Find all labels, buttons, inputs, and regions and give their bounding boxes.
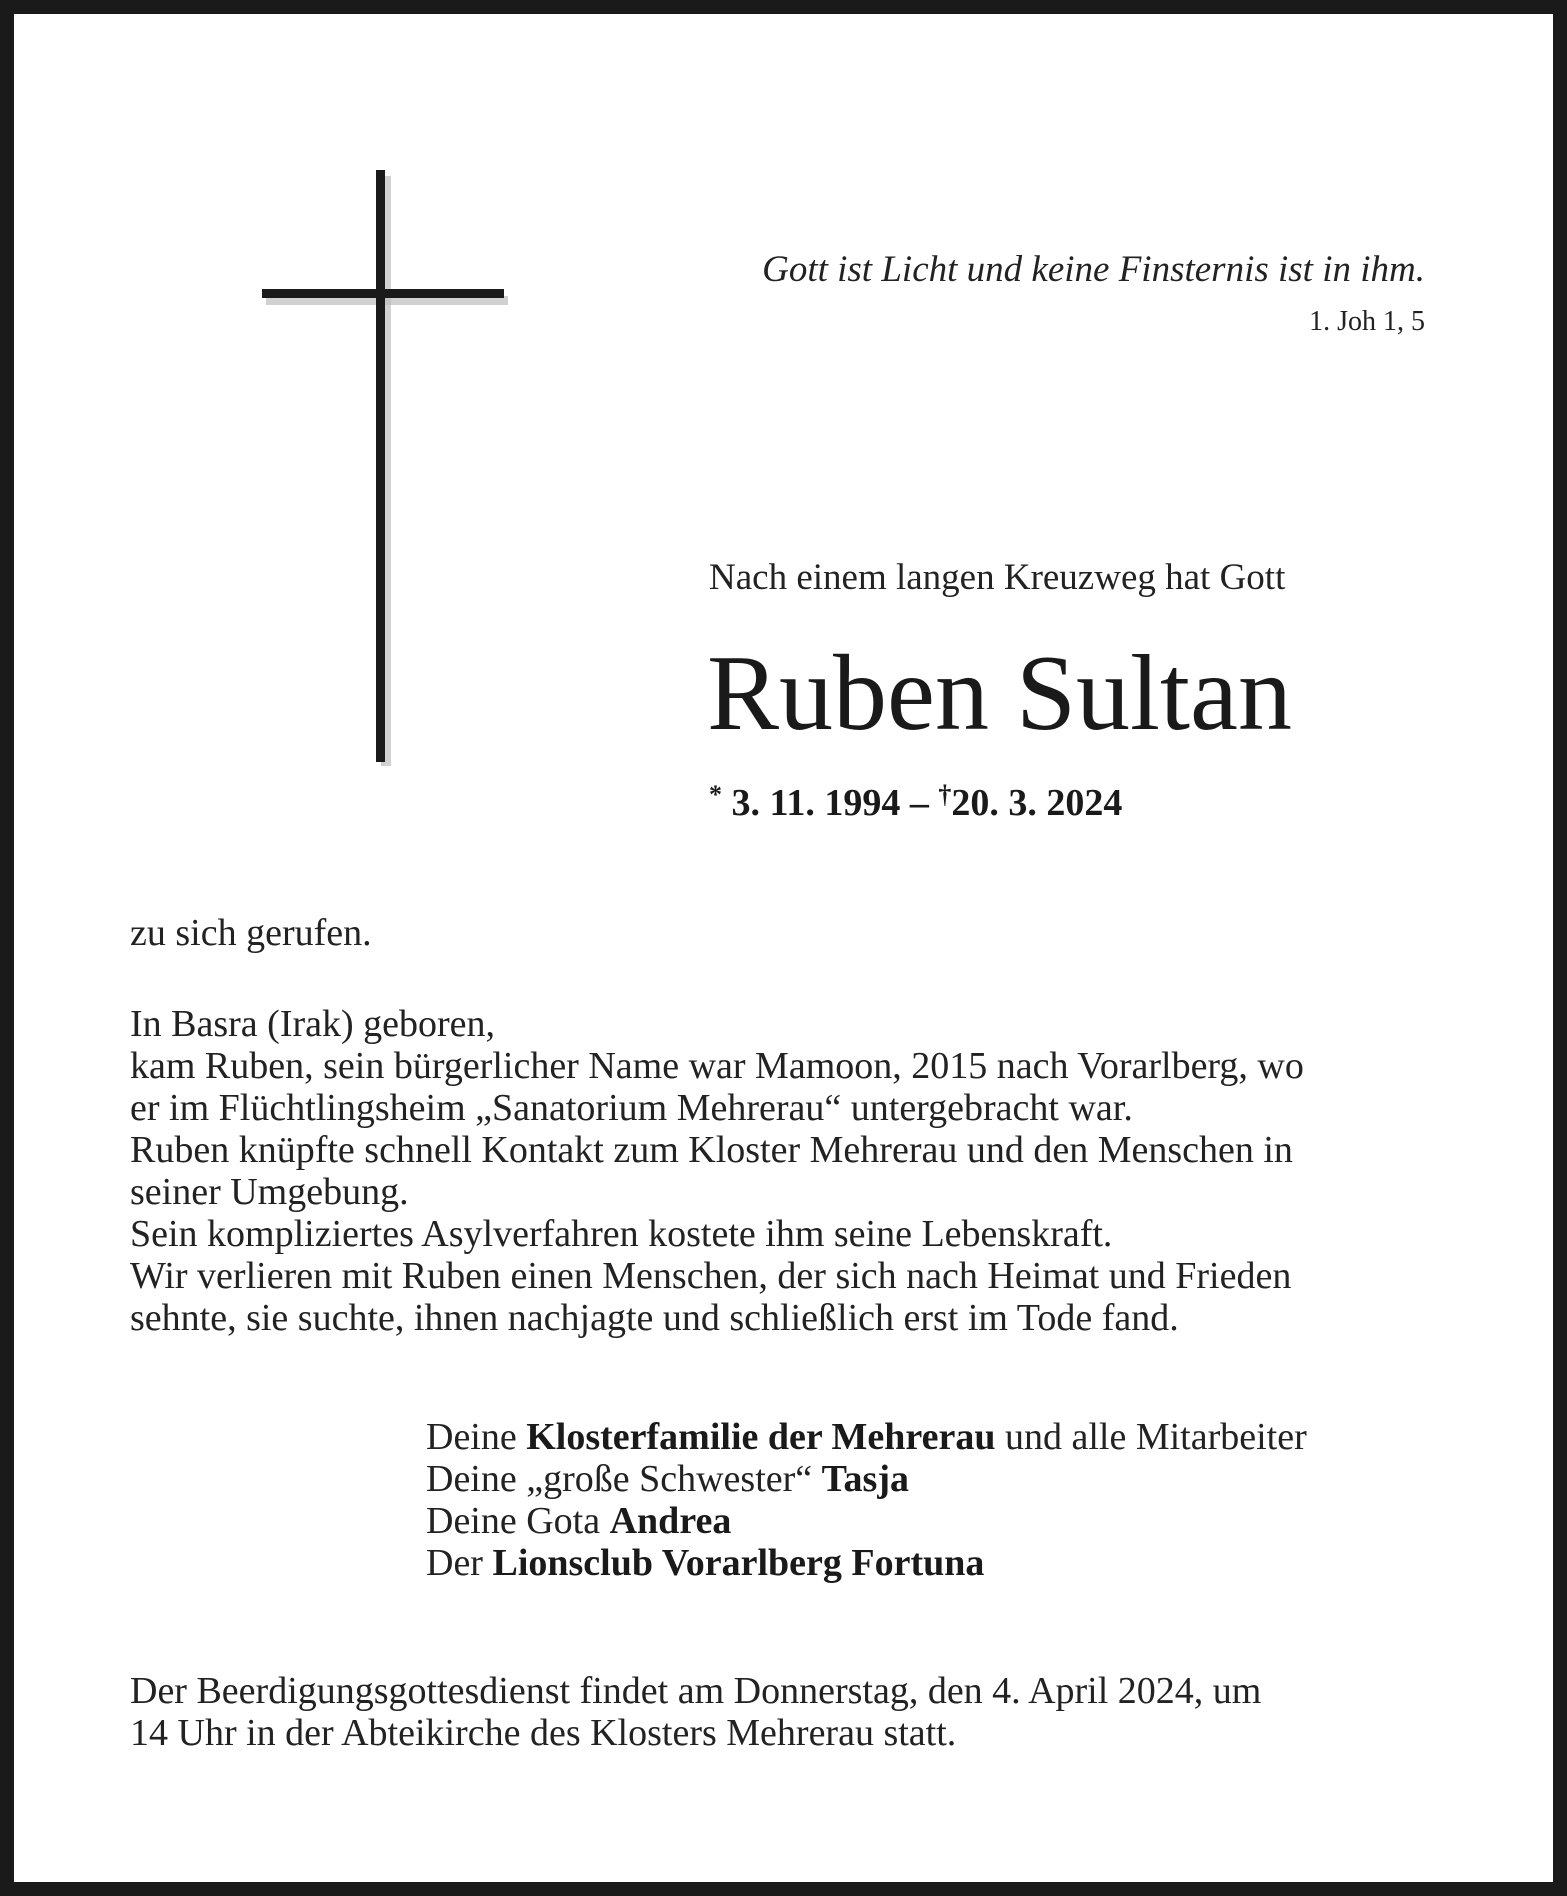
cross-icon bbox=[258, 168, 508, 768]
biography-line: er im Flüchtlingsheim „Sanatorium Mehrerau“ untergebracht war. bbox=[130, 1087, 1133, 1129]
mourner-prefix: Deine „große Schwester“ bbox=[426, 1458, 822, 1500]
biography-line: In Basra (Irak) geboren, bbox=[130, 1003, 496, 1045]
mourner-suffix: und alle Mitarbeiter bbox=[995, 1416, 1307, 1458]
mourner-line bbox=[426, 1500, 1307, 1542]
scripture-reference: 1. Joh 1, 5 bbox=[1309, 306, 1425, 337]
funeral-line: 14 Uhr in der Abteikirche des Klosters Mehrerau statt. bbox=[130, 1712, 957, 1754]
intro-line: Nach einem langen Kreuzweg hat Gott bbox=[709, 557, 1286, 598]
biography-line: Wir verlieren mit Ruben einen Menschen, der sich nach Heimat und Frieden bbox=[130, 1255, 1292, 1297]
biography-line: sehnte, sie suchte, ihnen nachjagte und schließlich erst im Tode fand. bbox=[130, 1297, 1179, 1339]
mourner-line bbox=[426, 1416, 1307, 1458]
biography-line: Sein kompliziertes Asylverfahren kostete ihm seine Lebenskraft. bbox=[130, 1213, 1113, 1255]
mourner-name: Lionsclub Vorarlberg Fortuna bbox=[492, 1542, 985, 1584]
biography-line: seiner Umgebung. bbox=[130, 1171, 409, 1213]
mourners-list bbox=[426, 1416, 1307, 1584]
mourner-name: Klosterfamilie der Mehrerau bbox=[526, 1416, 996, 1458]
birth-symbol: * bbox=[709, 780, 722, 809]
funeral-announcement bbox=[130, 1670, 1450, 1754]
funeral-line: Der Beerdigungsgottesdienst findet am Donnerstag, den 4. April 2024, um bbox=[130, 1670, 1262, 1712]
life-dates bbox=[709, 780, 1122, 825]
death-symbol: † bbox=[938, 780, 952, 809]
deceased-name: Ruben Sultan bbox=[707, 634, 1292, 753]
birth-date: 3. 11. 1994 bbox=[731, 782, 901, 824]
mourner-name: Andrea bbox=[609, 1500, 732, 1542]
death-date: 20. 3. 2024 bbox=[951, 782, 1123, 824]
mourner-line bbox=[426, 1458, 1307, 1500]
mourner-name: Tasja bbox=[821, 1458, 909, 1500]
mourner-prefix: Deine bbox=[426, 1416, 527, 1458]
biography bbox=[130, 1003, 1450, 1339]
biography-line: Ruben knüpfte schnell Kontakt zum Kloster Mehrerau und den Menschen in bbox=[130, 1129, 1293, 1171]
biography-line: kam Ruben, sein bürgerlicher Name war Mamoon, 2015 nach Vorarlberg, wo bbox=[130, 1045, 1304, 1087]
called-home-line: zu sich gerufen. bbox=[130, 912, 372, 954]
mourner-prefix: Der bbox=[426, 1542, 493, 1584]
mourner-prefix: Deine Gota bbox=[426, 1500, 610, 1542]
date-separator: – bbox=[909, 782, 929, 824]
scripture-quote: Gott ist Licht und keine Finsternis ist in ihm. bbox=[762, 249, 1425, 290]
mourner-line bbox=[426, 1542, 1307, 1584]
